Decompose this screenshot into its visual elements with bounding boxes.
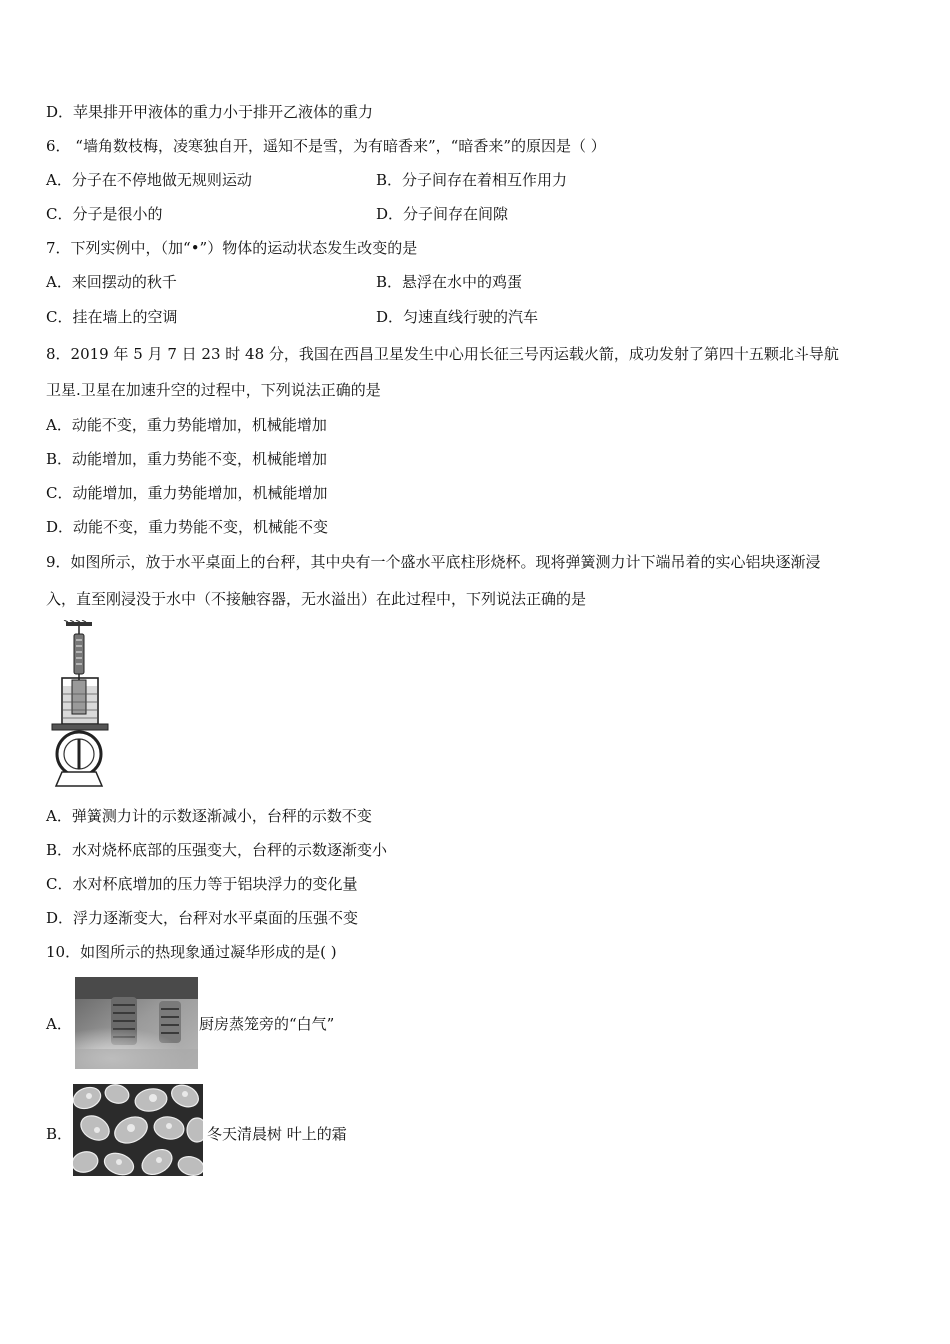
q10-option-b-text: 冬天清晨树 叶上的霜: [207, 1125, 347, 1143]
q9-option-a: A．弹簧测力计的示数逐渐减小，台秤的示数不变: [46, 807, 372, 825]
q9-option-d: D．浮力逐渐变大，台秤对水平桌面的压强不变: [46, 909, 359, 927]
q7-stem: 7．下列实例中，（加“•”）物体的运动状态发生改变的是: [46, 239, 418, 257]
q8-option-a: A．动能不变，重力势能增加，机械能增加: [46, 416, 327, 434]
q10-option-a-text: 厨房蒸笼旁的“白气”: [199, 1015, 335, 1033]
q9-option-c: C．水对杯底增加的压力等于铝块浮力的变化量: [46, 875, 358, 893]
frost-on-leaves-photo: [73, 1084, 203, 1176]
q6-option-a: A．分子在不停地做无规则运动: [46, 171, 252, 189]
q8-option-d: D．动能不变，重力势能不变，机械能不变: [46, 518, 329, 536]
q8-option-c: C．动能增加，重力势能增加，机械能增加: [46, 484, 328, 502]
q6-option-d: D．分子间存在间隙: [376, 205, 509, 223]
q10-option-b-label: B．: [46, 1125, 73, 1143]
q7-option-b: B．悬浮在水中的鸡蛋: [376, 273, 523, 291]
q6-option-b: B．分子间存在着相互作用力: [376, 171, 568, 189]
q7-option-d: D．匀速直线行驶的汽车: [376, 308, 539, 326]
q10-option-a-label: A．: [46, 1015, 72, 1033]
q7-option-a: A．来回摆动的秋千: [46, 273, 177, 291]
q8-stem-line1: 8．2019 年 5 月 7 日 23 时 48 分，我国在西昌卫星发生中心用长征三号丙运载火箭，成功发射了第四十五颗北斗导航: [46, 345, 839, 363]
q9-stem-line2: 入，直至刚浸没于水中（不接触容器，无水溢出）在此过程中，下列说法正确的是: [46, 590, 587, 608]
q6-stem: 6． “墙角数枝梅，凌寒独自开，遥知不是雪，为有暗香来”，“暗香来”的原因是（ ）: [46, 137, 606, 155]
q9-stem-line1: 9．如图所示，放于水平桌面上的台秤，其中央有一个盛水平底柱形烧杯。现将弹簧测力计下端吊着的实心铝块逐渐浸: [46, 553, 821, 571]
q9-option-b: B．水对烧杯底部的压强变大，台秤的示数逐渐变小: [46, 841, 388, 859]
q10-stem: 10．如图所示的热现象通过凝华形成的是( ): [46, 943, 337, 961]
q7-option-c: C．挂在墙上的空调: [46, 308, 178, 326]
steamer-white-vapor-photo: [75, 977, 198, 1069]
spring-balance-scale-figure: [48, 620, 110, 790]
q6-option-c: C．分子是很小的: [46, 205, 163, 223]
q8-stem-line2: 卫星.卫星在加速升空的过程中，下列说法正确的是: [46, 381, 381, 399]
prev-option-d: D．苹果排开甲液体的重力小于排开乙液体的重力: [46, 103, 374, 121]
q8-option-b: B．动能增加，重力势能不变，机械能增加: [46, 450, 328, 468]
